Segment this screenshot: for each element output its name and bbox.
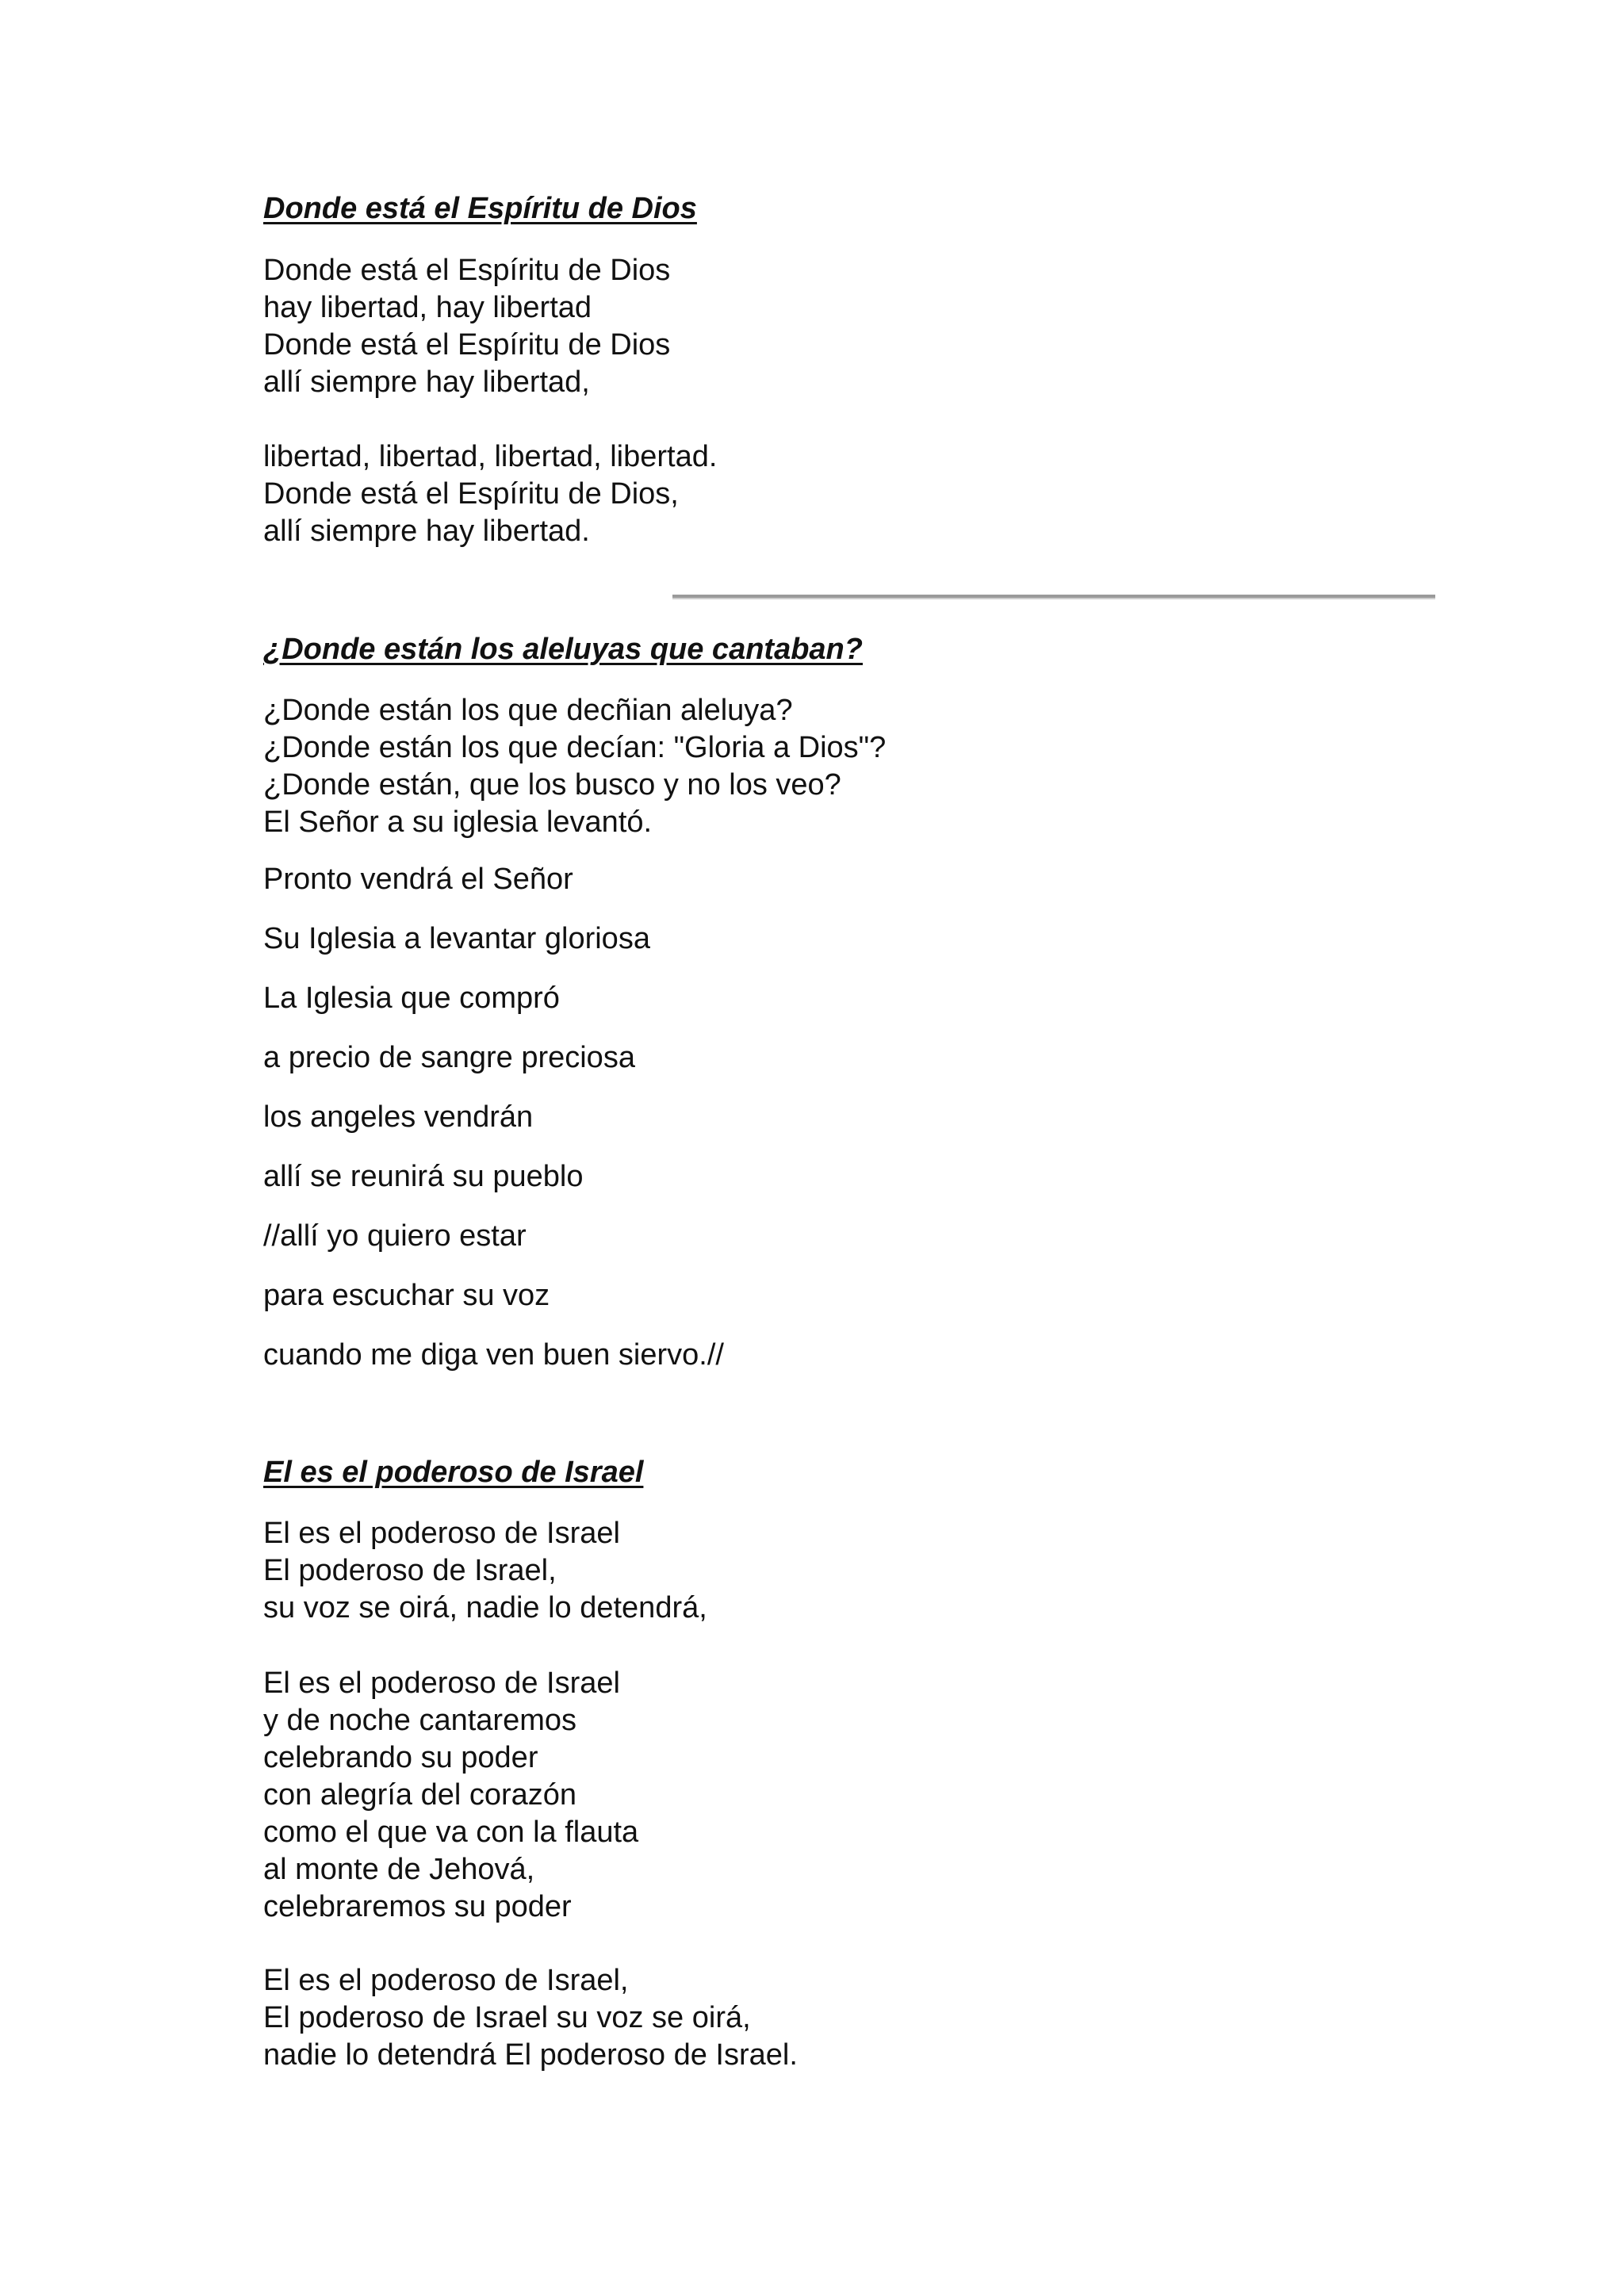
lyric-line: al monte de Jehová, (263, 1853, 535, 1886)
stanza (263, 252, 670, 401)
lyric-line: a precio de sangre preciosa (263, 1041, 635, 1074)
lyric-line: El es el poderoso de Israel (263, 1517, 620, 1550)
lyric-line: ¿Donde están los que decían: "Gloria a Dios"? (263, 731, 887, 764)
lyric-line: hay libertad, hay libertad (263, 291, 592, 324)
lyric-line: Donde está el Espíritu de Dios, (263, 477, 679, 511)
lyric-line: allí siempre hay libertad. (263, 515, 590, 548)
lyric-line: cuando me diga ven buen siervo.// (263, 1338, 724, 1372)
lyric-line: El es el poderoso de Israel, (263, 1964, 629, 1997)
lyric-line: El Señor a su iglesia levantó. (263, 806, 653, 839)
lyric-line: Donde está el Espíritu de Dios (263, 328, 671, 362)
lyric-line: los angeles vendrán (263, 1100, 534, 1134)
lyric-line: ¿Donde están los que decñian aleluya? (263, 694, 793, 727)
lyric-line: ¿Donde están, que los busco y no los veo? (263, 768, 841, 802)
lyric-line: //allí yo quiero estar (263, 1219, 527, 1253)
lyric-line: El es el poderoso de Israel (263, 1667, 620, 1700)
stanza (263, 1515, 707, 1627)
stanza (263, 1962, 798, 2074)
song-title: El es el poderoso de Israel (263, 1456, 644, 1489)
lyric-line: libertad, libertad, libertad, libertad. (263, 440, 718, 473)
lyric-line: con alegría del corazón (263, 1778, 577, 1812)
lyric-line: El poderoso de Israel, (263, 1554, 557, 1587)
lyric-line: y de noche cantaremos (263, 1704, 577, 1737)
lyric-line: celebrando su poder (263, 1741, 538, 1774)
lyric-line: allí se reunirá su pueblo (263, 1160, 584, 1193)
stanza (263, 438, 717, 550)
stanza (263, 1665, 638, 1926)
lyric-line: celebraremos su poder (263, 1890, 572, 1923)
song-title: ¿Donde están los aleluyas que cantaban? (263, 633, 863, 666)
lyric-line: La Iglesia que compró (263, 982, 560, 1015)
lyric-line: su voz se oirá, nadie lo detendrá, (263, 1591, 707, 1624)
horizontal-divider (672, 595, 1435, 599)
lyric-line: nadie lo detendrá El poderoso de Israel. (263, 2038, 798, 2072)
lyric-line: Pronto vendrá el Señor (263, 863, 573, 896)
song-title: Donde está el Espíritu de Dios (263, 192, 697, 225)
lyric-line: como el que va con la flauta (263, 1816, 639, 1849)
stanza (263, 692, 886, 841)
lyric-line: El poderoso de Israel su voz se oirá, (263, 2001, 751, 2034)
lyric-line: para escuchar su voz (263, 1279, 550, 1312)
lyric-line: allí siempre hay libertad, (263, 365, 590, 399)
lyric-line: Su Iglesia a levantar gloriosa (263, 922, 650, 955)
lyric-line: Donde está el Espíritu de Dios (263, 254, 671, 287)
